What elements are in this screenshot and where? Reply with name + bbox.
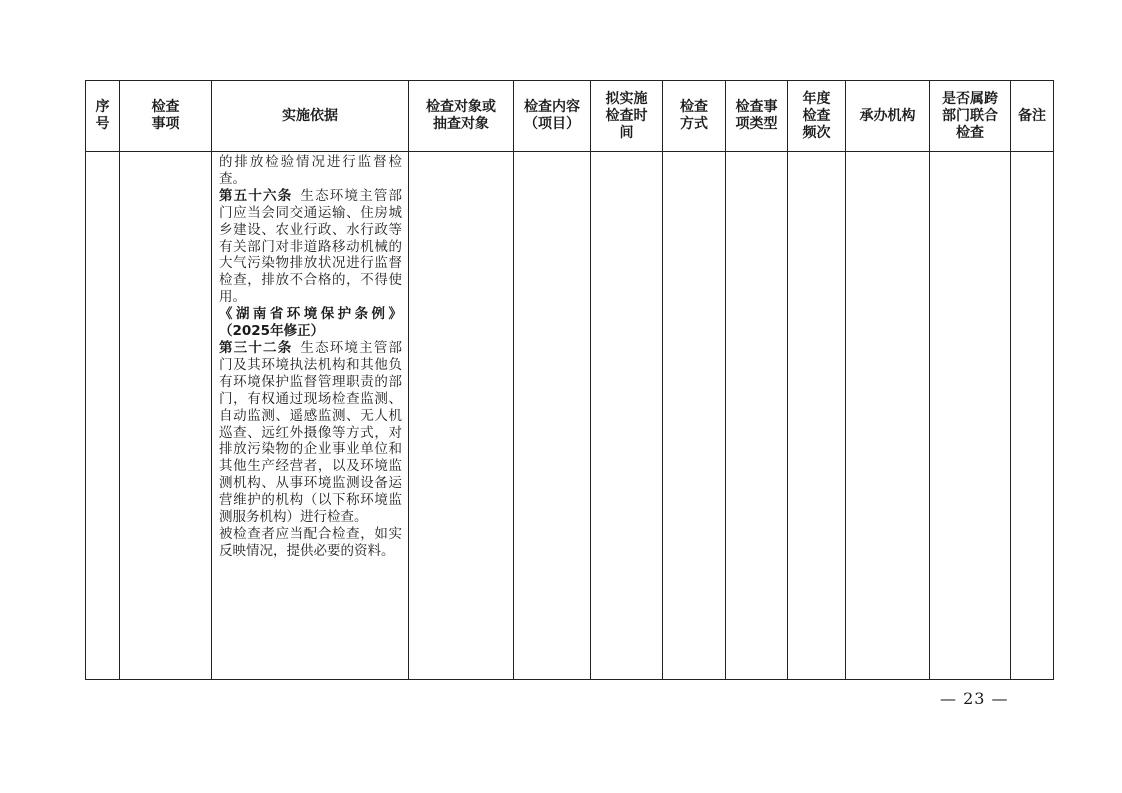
cell-inspection-target xyxy=(409,152,514,680)
table-header-row xyxy=(86,81,1054,152)
header-item-type: 检查事 项类型 xyxy=(726,81,788,152)
header-planned-time: 拟实施 检查时 间 xyxy=(591,81,663,152)
cell-remarks xyxy=(1011,152,1054,680)
header-remarks: 备注 xyxy=(1011,81,1054,152)
header-inspection-method: 检查 方式 xyxy=(663,81,726,152)
cell-inspection-method xyxy=(663,152,726,680)
header-responsible-agency: 承办机构 xyxy=(846,81,930,152)
basis-paragraph: 被检查者应当配合检查，如实反映情况，提供必要的资料。 xyxy=(219,525,402,559)
article-number: 第五十六条 xyxy=(219,187,293,204)
page-number: — 23 — xyxy=(940,689,1009,708)
basis-paragraph: 的排放检验情况进行监督检查。 xyxy=(219,154,402,187)
header-inspection-content: 检查内容 （项目） xyxy=(514,81,591,152)
table-row xyxy=(86,152,1054,680)
inspection-table xyxy=(85,80,1054,680)
cell-inspection-content xyxy=(514,152,591,680)
cell-annual-frequency xyxy=(788,152,846,680)
cell-inspection-item xyxy=(120,152,212,680)
cell-joint-inspection xyxy=(930,152,1011,680)
header-annual-frequency: 年度 检查 频次 xyxy=(788,81,846,152)
header-inspection-item: 检查 事项 xyxy=(120,81,212,152)
header-implementation-basis: 实施依据 xyxy=(212,81,409,152)
article-number: 第三十二条 xyxy=(219,339,293,356)
basis-article xyxy=(219,188,402,306)
header-inspection-target: 检查对象或 抽查对象 xyxy=(409,81,514,152)
cell-planned-time xyxy=(591,152,663,680)
cell-serial xyxy=(86,152,120,680)
header-serial: 序 号 xyxy=(86,81,120,152)
cell-item-type xyxy=(726,152,788,680)
cell-implementation-basis xyxy=(212,152,409,680)
basis-article xyxy=(219,340,402,526)
article-text: 生态环境主管部门应当会同交通运输、住房城乡建设、农业行政、水行政等有关部门对非道路移动机械的大气污染物排放状况进行监督检查，排放不合格的，不得使用。 xyxy=(219,187,403,306)
law-title: 《湖南省环境保护条例》（2025年修正） xyxy=(219,306,402,340)
article-text: 生态环境主管部门及其环境执法机构和其他负有环境保护监督管理职责的部门，有权通过现场检查监测、自动监测、遥感监测、无人机巡查、远红外摄像等方式，对排放污染物的企业事业单位和其他生产经营者，以及环境监测机构、从事环境监测设备运营维护的机构（以下称环境监测服务机构）进行检查。 xyxy=(219,339,403,526)
cell-responsible-agency xyxy=(846,152,930,680)
header-joint-inspection: 是否属跨 部门联合 检查 xyxy=(930,81,1011,152)
